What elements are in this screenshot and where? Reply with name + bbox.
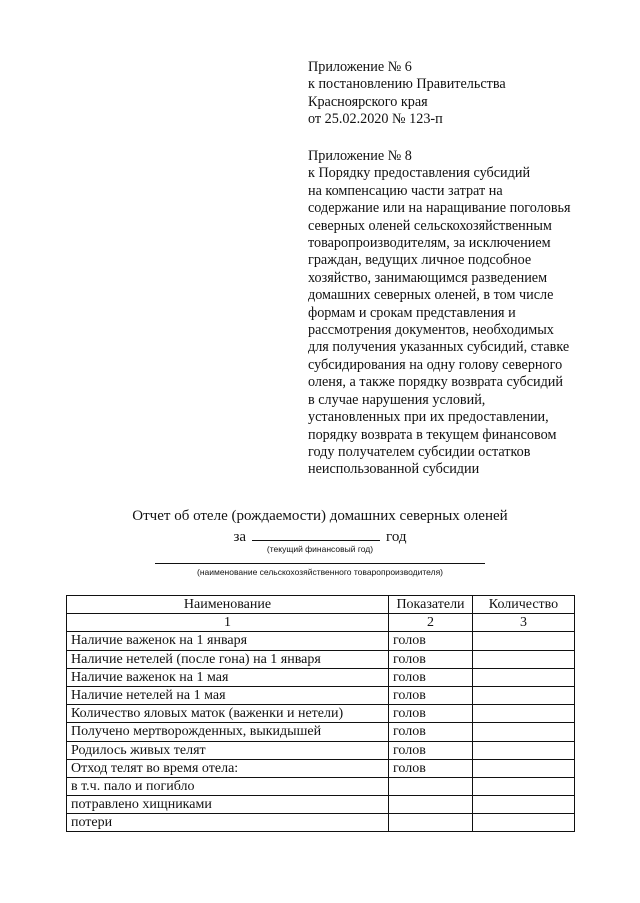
row-unit: голов	[389, 705, 473, 723]
appendix-6-line: Красноярского края	[308, 93, 428, 110]
header-indicators: Показатели	[389, 596, 473, 614]
appendix-8-line: рассмотрения документов, необходимых	[308, 322, 554, 339]
appendix-8-line: в случае нарушения условий,	[308, 391, 486, 408]
period-caption: (текущий финансовый год)	[266, 544, 374, 554]
table-row	[67, 705, 575, 723]
row-name: Наличие важенок на 1 января	[67, 632, 389, 650]
row-unit: голов	[389, 632, 473, 650]
row-name: Родилось живых телят	[67, 741, 389, 759]
appendix-8-line: оленя, а также порядку возврата субсидий	[308, 374, 563, 391]
report-title: Отчет об отеле (рождаемости) домашних северных оленей	[132, 508, 508, 524]
table-row	[67, 668, 575, 686]
table-row	[67, 759, 575, 777]
table-row	[67, 741, 575, 759]
table-row	[67, 814, 575, 832]
row-name: Количество яловых маток (важенки и нетели)	[67, 705, 389, 723]
row-quantity-cell[interactable]	[473, 796, 575, 814]
row-unit: голов	[389, 650, 473, 668]
appendix-8-line: северных оленей сельскохозяйственным	[308, 217, 552, 234]
appendix-8-line: неиспользованной субсидии	[308, 461, 480, 478]
appendix-6-line: к постановлению Правительства	[308, 76, 506, 93]
producer-name-blank[interactable]	[155, 563, 485, 564]
row-unit: голов	[389, 741, 473, 759]
row-quantity-cell[interactable]	[473, 686, 575, 704]
appendix-8-line: к Порядку предоставления субсидий	[308, 165, 531, 182]
appendix-8-line: содержание или на наращивание поголовья	[308, 200, 571, 217]
row-quantity-cell[interactable]	[473, 650, 575, 668]
row-unit	[389, 777, 473, 795]
table-row	[67, 796, 575, 814]
appendix-8-line: на компенсацию части затрат на	[308, 182, 503, 199]
row-unit: голов	[389, 686, 473, 704]
row-unit: голов	[389, 668, 473, 686]
period-input-blank[interactable]	[252, 527, 380, 541]
table-row	[67, 686, 575, 704]
producer-caption: (наименование сельскохозяйственного товаропроизводителя)	[196, 567, 444, 577]
row-unit: голов	[389, 759, 473, 777]
row-quantity-cell[interactable]	[473, 723, 575, 741]
row-name: в т.ч. пало и погибло	[67, 777, 389, 795]
appendix-8-line: домашних северных оленей, в том числе	[308, 287, 554, 304]
appendix-8-line: порядку возврата в текущем финансовом	[308, 426, 557, 443]
period-suffix: год	[386, 529, 407, 545]
row-quantity-cell[interactable]	[473, 777, 575, 795]
appendix-8-line: установленных при их предоставлении,	[308, 409, 549, 426]
header-name: Наименование	[67, 596, 389, 614]
calving-report-table	[66, 595, 575, 832]
row-name: Наличие нетелей на 1 мая	[67, 686, 389, 704]
column-number: 3	[473, 614, 575, 632]
table-row	[67, 632, 575, 650]
table-row	[67, 777, 575, 795]
appendix-6-header	[308, 59, 608, 129]
row-quantity-cell[interactable]	[473, 632, 575, 650]
appendix-8-line: товаропроизводителям, за исключением	[308, 235, 551, 252]
appendix-8-line: Приложение № 8	[308, 148, 412, 164]
row-quantity-cell[interactable]	[473, 668, 575, 686]
row-name: Наличие нетелей (после гона) на 1 января	[67, 650, 389, 668]
row-unit	[389, 796, 473, 814]
row-quantity-cell[interactable]	[473, 741, 575, 759]
row-name: Отход телят во время отела:	[67, 759, 389, 777]
appendix-8-line: хозяйство, занимающимся разведением	[308, 269, 548, 286]
appendix-8-line: году получателем субсидии остатков	[308, 443, 531, 460]
appendix-8-line: для получения указанных субсидий, ставке	[308, 339, 570, 356]
appendix-6-line: от 25.02.2020 № 123-п	[308, 111, 443, 128]
appendix-8-line: субсидирования на одну голову северного	[308, 356, 563, 373]
row-quantity-cell[interactable]	[473, 759, 575, 777]
column-number: 1	[67, 614, 389, 632]
appendix-8-line: формам и срокам представления и	[308, 304, 516, 321]
row-quantity-cell[interactable]	[473, 814, 575, 832]
table-header-row	[67, 596, 575, 614]
table-row	[67, 650, 575, 668]
table-numbering-row	[67, 614, 575, 632]
period-prefix: за	[233, 529, 247, 545]
header-quantity: Количество	[473, 596, 575, 614]
appendix-8-header	[308, 148, 608, 479]
row-name: потери	[67, 814, 389, 832]
table-row	[67, 723, 575, 741]
row-unit	[389, 814, 473, 832]
row-name: потравлено хищниками	[67, 796, 389, 814]
column-number: 2	[389, 614, 473, 632]
row-quantity-cell[interactable]	[473, 705, 575, 723]
appendix-6-line: Приложение № 6	[308, 59, 412, 75]
appendix-8-line: граждан, ведущих личное подсобное	[308, 252, 532, 269]
row-unit: голов	[389, 723, 473, 741]
row-name: Наличие важенок на 1 мая	[67, 668, 389, 686]
row-name: Получено мертворожденных, выкидышей	[67, 723, 389, 741]
